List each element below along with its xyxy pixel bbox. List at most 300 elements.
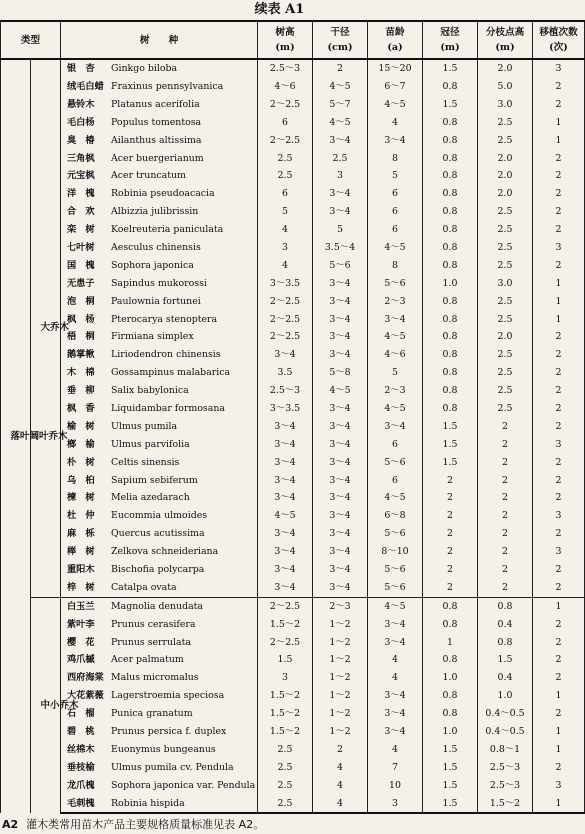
cell-species [61, 364, 258, 382]
cell-height: 2～2.5 [258, 310, 313, 328]
species-latin: Fraxinus pennsylvanica [111, 80, 224, 92]
header-type: 类型 [1, 21, 61, 59]
table-row [1, 400, 585, 418]
cell-age: 2～3 [368, 382, 423, 400]
cell-crown: 1.5 [423, 454, 478, 472]
species-latin: Acer truncatum [111, 170, 186, 182]
category-inner: 大乔木 [31, 59, 61, 597]
cell-height: 3～4 [258, 525, 313, 543]
cell-crown: 0.8 [423, 185, 478, 203]
cell-height: 4 [258, 257, 313, 275]
species-latin: Eucommia ulmoides [111, 510, 208, 522]
table-row [1, 257, 585, 275]
table-row [1, 705, 585, 723]
table-row [1, 418, 585, 436]
cell-trunk: 3～4 [313, 293, 368, 311]
species-cn: 榉 树 [67, 546, 95, 558]
cell-species [61, 651, 258, 669]
species-latin: Liquidambar formosana [111, 402, 225, 414]
cell-trunk: 5～7 [313, 96, 368, 114]
cell-height: 2～2.5 [258, 328, 313, 346]
header-branch: 分枝点高 (m) [478, 21, 533, 59]
cell-crown: 2 [423, 507, 478, 525]
cell-species [61, 185, 258, 203]
cell-height: 6 [258, 185, 313, 203]
cell-branch: 1.5～2 [478, 795, 533, 814]
cell-age: 6 [368, 185, 423, 203]
cell-transplant: 2 [533, 346, 585, 364]
cell-crown: 1.0 [423, 669, 478, 687]
species-latin: Quercus acutissima [111, 528, 205, 540]
cell-trunk: 2～3 [313, 597, 368, 615]
cell-species [61, 328, 258, 346]
cell-species [61, 669, 258, 687]
cell-age: 3～4 [368, 634, 423, 652]
cell-age: 4～5 [368, 400, 423, 418]
cell-age: 4～5 [368, 597, 423, 615]
species-cn: 毛刺槐 [67, 797, 95, 809]
species-cn: 榔 榆 [67, 438, 95, 450]
cell-height: 2.5 [258, 167, 313, 185]
table-row [1, 293, 585, 311]
species-latin: Sapium sebiferum [111, 474, 198, 486]
cell-crown: 0.8 [423, 149, 478, 167]
cell-species [61, 400, 258, 418]
table-row [1, 543, 585, 561]
cell-crown: 0.8 [423, 687, 478, 705]
cell-crown: 1 [423, 634, 478, 652]
cell-crown: 0.8 [423, 597, 478, 615]
cell-age: 7 [368, 759, 423, 777]
category-inner: 中小乔木 [31, 597, 61, 813]
cell-branch: 2.5 [478, 382, 533, 400]
species-latin: Populus tomentosa [111, 116, 202, 128]
cell-crown: 1.5 [423, 59, 478, 78]
cell-age: 5～6 [368, 275, 423, 293]
cell-height: 3 [258, 669, 313, 687]
cell-branch: 1.0 [478, 687, 533, 705]
cell-trunk: 4 [313, 759, 368, 777]
species-latin: Firmiana simplex [111, 331, 194, 343]
species-cn: 栾 树 [67, 224, 95, 236]
species-cn: 毛白杨 [67, 116, 95, 128]
cell-height: 3～4 [258, 346, 313, 364]
species-latin: Pterocarya stenoptera [111, 313, 218, 325]
cell-trunk: 5～6 [313, 257, 368, 275]
cell-height: 2.5 [258, 149, 313, 167]
footnote [2, 816, 557, 834]
species-cn: 枫 杨 [67, 313, 95, 325]
cell-branch: 0.4～0.5 [478, 705, 533, 723]
cell-species [61, 203, 258, 221]
cell-branch: 0.4～0.5 [478, 723, 533, 741]
cell-trunk: 3～4 [313, 275, 368, 293]
cell-transplant: 3 [533, 59, 585, 78]
cell-transplant: 2 [533, 167, 585, 185]
species-latin: Aesculus chinensis [111, 241, 201, 253]
species-cn: 紫叶李 [67, 618, 95, 630]
species-cn: 洋 槐 [67, 188, 95, 200]
cell-species [61, 543, 258, 561]
table-row [1, 167, 585, 185]
cell-transplant: 2 [533, 96, 585, 114]
cell-branch: 2.5 [478, 239, 533, 257]
cell-age: 3～4 [368, 705, 423, 723]
cell-transplant: 1 [533, 293, 585, 311]
cell-height: 3 [258, 239, 313, 257]
cell-transplant: 1 [533, 723, 585, 741]
species-latin: Robinia hispida [111, 797, 185, 809]
species-latin: Prunus persica f. duplex [111, 726, 227, 737]
species-latin: Bischofia polycarpa [111, 563, 205, 575]
cell-age: 6～7 [368, 78, 423, 96]
species-latin: Paulownia fortunei [111, 295, 201, 307]
cell-height: 6 [258, 114, 313, 132]
species-latin: Ailanthus altissima [111, 134, 202, 146]
cell-crown: 0.8 [423, 400, 478, 418]
table-row [1, 616, 585, 634]
species-latin: Robinia pseudoacacia [111, 188, 215, 200]
cell-branch: 2 [478, 454, 533, 472]
header-transplant: 移植次数 (次) [533, 21, 585, 59]
cell-crown: 0.8 [423, 167, 478, 185]
cell-transplant: 2 [533, 759, 585, 777]
species-latin: Albizzia julibrissin [111, 206, 199, 218]
cell-trunk: 3～4 [313, 579, 368, 597]
table-row [1, 436, 585, 454]
cell-crown: 0.8 [423, 203, 478, 221]
cell-branch: 2 [478, 471, 533, 489]
table-row [1, 454, 585, 472]
cell-species [61, 59, 258, 78]
species-cn: 鸡爪槭 [67, 654, 95, 666]
cell-trunk: 2 [313, 741, 368, 759]
table-row [1, 525, 585, 543]
cell-crown: 1.5 [423, 795, 478, 814]
cell-height: 1.5～2 [258, 687, 313, 705]
cell-height: 5 [258, 203, 313, 221]
cell-transplant: 1 [533, 275, 585, 293]
cell-age: 3 [368, 795, 423, 814]
cell-crown: 2 [423, 489, 478, 507]
species-latin: Sapindus mukorossi [111, 277, 207, 289]
species-latin: Melia azedarach [111, 492, 190, 504]
cell-crown: 0.8 [423, 616, 478, 634]
cell-species [61, 525, 258, 543]
cell-height: 2～2.5 [258, 132, 313, 150]
species-cn: 枫 香 [67, 402, 95, 414]
species-cn: 杜 仲 [67, 510, 95, 522]
cell-height: 1.5～2 [258, 723, 313, 741]
cell-age: 6～8 [368, 507, 423, 525]
cell-trunk: 4～5 [313, 382, 368, 400]
cell-age: 4 [368, 741, 423, 759]
species-cn: 绒毛白蜡 [67, 80, 104, 92]
species-cn: 泡 桐 [67, 295, 95, 307]
cell-age: 10 [368, 777, 423, 795]
cell-branch: 2 [478, 525, 533, 543]
species-cn: 碧 桃 [67, 726, 95, 737]
cell-species [61, 167, 258, 185]
cell-branch: 2 [478, 507, 533, 525]
table-row [1, 364, 585, 382]
cell-branch: 2 [478, 436, 533, 454]
species-latin: Punica granatum [111, 708, 193, 720]
cell-height: 3～3.5 [258, 400, 313, 418]
cell-transplant: 2 [533, 185, 585, 203]
cell-branch: 2.5 [478, 114, 533, 132]
cell-crown: 1.5 [423, 436, 478, 454]
species-cn: 樱 花 [67, 636, 95, 648]
table-row [1, 185, 585, 203]
cell-branch: 2.0 [478, 185, 533, 203]
cell-branch: 2.5 [478, 132, 533, 150]
cell-age: 8～10 [368, 543, 423, 561]
cell-branch: 0.4 [478, 616, 533, 634]
cell-age: 5 [368, 364, 423, 382]
footnote-text: 灌木类常用苗木产品主要规格质量标准见表 A2。 [26, 818, 265, 831]
cell-trunk: 1～2 [313, 723, 368, 741]
species-latin: Euonymus bungeanus [111, 743, 216, 755]
species-latin: Ulmus pumila cv. Pendula [111, 761, 234, 773]
table-row [1, 507, 585, 525]
cell-branch: 2.5 [478, 346, 533, 364]
table-row [1, 203, 585, 221]
cell-age: 3～4 [368, 723, 423, 741]
cell-branch: 2.5～3 [478, 777, 533, 795]
cell-species [61, 149, 258, 167]
cell-species [61, 418, 258, 436]
table-row [1, 382, 585, 400]
cell-species [61, 741, 258, 759]
cell-transplant: 3 [533, 777, 585, 795]
cell-age: 4 [368, 651, 423, 669]
cell-transplant: 2 [533, 78, 585, 96]
cell-transplant: 2 [533, 705, 585, 723]
cell-transplant: 2 [533, 221, 585, 239]
cell-crown: 2 [423, 543, 478, 561]
cell-trunk: 1～2 [313, 687, 368, 705]
cell-trunk: 3～4 [313, 543, 368, 561]
species-latin: Lagerstroemia speciosa [111, 690, 225, 702]
cell-transplant: 2 [533, 257, 585, 275]
cell-crown: 0.8 [423, 328, 478, 346]
species-cn: 元宝枫 [67, 170, 95, 182]
cell-age: 5～6 [368, 525, 423, 543]
cell-transplant: 2 [533, 364, 585, 382]
cell-age: 3～4 [368, 687, 423, 705]
cell-trunk: 3～4 [313, 525, 368, 543]
table-row [1, 114, 585, 132]
cell-branch: 2 [478, 579, 533, 597]
cell-transplant: 2 [533, 328, 585, 346]
cell-trunk: 1～2 [313, 669, 368, 687]
cell-height: 2.5 [258, 795, 313, 814]
cell-height: 3.5 [258, 364, 313, 382]
nursery-spec-table [0, 20, 585, 814]
table-row [1, 239, 585, 257]
cell-height: 2.5 [258, 777, 313, 795]
cell-trunk: 3～4 [313, 454, 368, 472]
species-latin: Salix babylonica [111, 385, 189, 397]
cell-species [61, 436, 258, 454]
cell-trunk: 3～4 [313, 507, 368, 525]
cell-age: 3～4 [368, 310, 423, 328]
cell-height: 3～4 [258, 436, 313, 454]
table-row [1, 328, 585, 346]
cell-height: 4～5 [258, 507, 313, 525]
cell-species [61, 454, 258, 472]
cell-branch: 2 [478, 418, 533, 436]
cell-species [61, 489, 258, 507]
cell-crown: 0.8 [423, 114, 478, 132]
cell-trunk: 1～2 [313, 616, 368, 634]
cell-species [61, 221, 258, 239]
cell-transplant: 2 [533, 651, 585, 669]
cell-height: 2.5～3 [258, 382, 313, 400]
species-cn: 鹅掌楸 [67, 349, 95, 361]
cell-trunk: 1～2 [313, 634, 368, 652]
cell-height: 2.5～3 [258, 59, 313, 78]
cell-trunk: 3～4 [313, 471, 368, 489]
species-cn: 梓 树 [67, 581, 95, 593]
cell-trunk: 4～5 [313, 78, 368, 96]
species-latin: Sophora japonica [111, 259, 194, 271]
cell-height: 3～4 [258, 418, 313, 436]
cell-trunk: 1～2 [313, 651, 368, 669]
table-row [1, 561, 585, 579]
cell-trunk: 3～4 [313, 561, 368, 579]
cell-trunk: 3～4 [313, 203, 368, 221]
cell-branch: 0.8～1 [478, 741, 533, 759]
cell-age: 5～6 [368, 561, 423, 579]
header-crown: 冠径 (m) [423, 21, 478, 59]
cell-height: 3～4 [258, 561, 313, 579]
cell-transplant: 2 [533, 418, 585, 436]
cell-transplant: 2 [533, 561, 585, 579]
cell-species [61, 293, 258, 311]
species-cn: 朴 树 [67, 456, 95, 468]
cell-crown: 0.8 [423, 346, 478, 364]
cell-height: 4～6 [258, 78, 313, 96]
cell-branch: 2.0 [478, 328, 533, 346]
cell-transplant: 1 [533, 310, 585, 328]
species-latin: Acer palmatum [111, 654, 184, 666]
species-cn: 麻 栎 [67, 528, 95, 540]
table-row [1, 777, 585, 795]
cell-transplant: 2 [533, 669, 585, 687]
cell-age: 4 [368, 114, 423, 132]
species-latin: Malus micromalus [111, 672, 199, 684]
cell-branch: 0.8 [478, 597, 533, 615]
header-row [1, 21, 585, 59]
cell-crown: 0.8 [423, 293, 478, 311]
cell-height: 2.5 [258, 741, 313, 759]
cell-height: 2～2.5 [258, 634, 313, 652]
cell-age: 3～4 [368, 132, 423, 150]
species-cn: 木 棉 [67, 367, 95, 379]
cell-branch: 2.0 [478, 59, 533, 78]
cell-species [61, 687, 258, 705]
species-latin: Sophora japonica var. Pendula [111, 779, 256, 791]
cell-height: 3～4 [258, 579, 313, 597]
cell-species [61, 78, 258, 96]
cell-transplant: 2 [533, 471, 585, 489]
cell-height: 4 [258, 221, 313, 239]
species-latin: Gossampinus malabarica [111, 367, 231, 379]
cell-crown: 0.8 [423, 78, 478, 96]
cell-trunk: 5 [313, 221, 368, 239]
cell-age: 6 [368, 203, 423, 221]
table-row [1, 669, 585, 687]
header-species: 树 种 [61, 21, 258, 59]
cell-trunk: 3～4 [313, 418, 368, 436]
cell-crown: 2 [423, 471, 478, 489]
species-cn: 楝 树 [67, 492, 95, 504]
cell-species [61, 507, 258, 525]
cell-height: 1.5～2 [258, 705, 313, 723]
cell-transplant: 1 [533, 795, 585, 814]
cell-height: 1.5～2 [258, 616, 313, 634]
table-row [1, 471, 585, 489]
species-latin: Platanus acerifolia [111, 98, 200, 110]
cell-branch: 2.5 [478, 400, 533, 418]
table-row [1, 741, 585, 759]
cell-species [61, 346, 258, 364]
table-row [1, 723, 585, 741]
cell-branch: 2.5 [478, 257, 533, 275]
table-row [1, 687, 585, 705]
cell-height: 3～4 [258, 454, 313, 472]
cell-crown: 0.8 [423, 239, 478, 257]
cell-branch: 2.0 [478, 149, 533, 167]
cell-age: 5 [368, 167, 423, 185]
species-cn: 丝棉木 [67, 743, 95, 755]
cell-species [61, 132, 258, 150]
cell-transplant: 2 [533, 616, 585, 634]
cell-crown: 1.5 [423, 96, 478, 114]
header-age: 苗龄 (a) [368, 21, 423, 59]
cell-branch: 2.5 [478, 293, 533, 311]
cell-crown: 0.8 [423, 310, 478, 328]
cell-trunk: 3 [313, 167, 368, 185]
table-row [1, 651, 585, 669]
table-row [1, 597, 585, 615]
table-row [1, 346, 585, 364]
cell-age: 5～6 [368, 579, 423, 597]
table-row [1, 795, 585, 814]
species-cn: 三角枫 [67, 152, 95, 164]
cell-branch: 2.5 [478, 364, 533, 382]
cell-trunk: 2.5 [313, 149, 368, 167]
cell-species [61, 310, 258, 328]
table-body [1, 59, 585, 813]
cell-transplant: 1 [533, 597, 585, 615]
species-latin: Ginkgo biloba [111, 63, 178, 75]
cell-branch: 2 [478, 489, 533, 507]
cell-age: 6 [368, 436, 423, 454]
cell-branch: 2 [478, 561, 533, 579]
cell-transplant: 2 [533, 579, 585, 597]
cell-species [61, 239, 258, 257]
species-latin: Liriodendron chinensis [111, 349, 221, 361]
table-row [1, 489, 585, 507]
table-row [1, 96, 585, 114]
species-latin: Zelkova schneideriana [111, 546, 219, 558]
cell-age: 5～6 [368, 454, 423, 472]
cell-trunk: 4 [313, 777, 368, 795]
cell-trunk: 4 [313, 795, 368, 814]
